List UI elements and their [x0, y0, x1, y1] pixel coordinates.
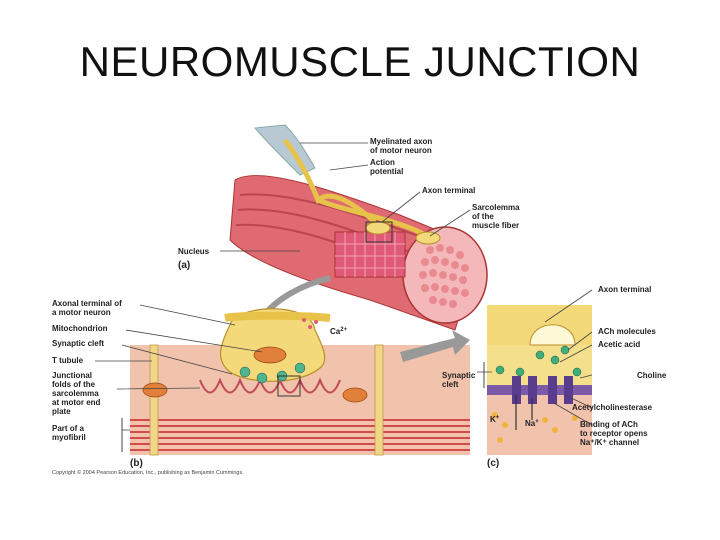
channel-4: [564, 376, 573, 404]
label-junctional-4: at motor end: [52, 398, 101, 407]
label-action: Action: [370, 158, 395, 167]
label-myelinated-axon: Myelinated axon: [370, 137, 433, 146]
label-mitochondrion: Mitochondrion: [52, 324, 108, 333]
mitochondrion-b1: [143, 383, 167, 397]
label-nucleus: Nucleus: [178, 247, 210, 256]
panel-b: [52, 299, 470, 469]
panel-a-label: (a): [178, 260, 191, 271]
axon-terminal-a1: [366, 222, 390, 234]
label-synaptic-1: Synaptic: [442, 371, 476, 380]
label-axon-terminal-a: Axon terminal: [422, 186, 476, 195]
label-of-motor-neuron: of motor neuron: [370, 146, 432, 155]
page-title: NEUROMUSCLE JUNCTION: [79, 38, 641, 85]
label-acetylcholinesterase: Acetylcholinesterase: [572, 403, 653, 412]
mitochondrion-b2: [343, 388, 367, 402]
t-tubule-right: [375, 345, 383, 455]
muscle-membrane-c: [487, 385, 592, 395]
label-acetic-acid: Acetic acid: [598, 340, 641, 349]
label-junctional-5: plate: [52, 407, 71, 416]
t-tubule-left: [150, 345, 158, 455]
label-synaptic-cleft-b: Synaptic cleft: [52, 339, 105, 348]
label-junctional-3: sarcolemma: [52, 389, 99, 398]
label-ach-molecules: ACh molecules: [598, 327, 656, 336]
axon-stem-b: [225, 316, 330, 318]
label-synaptic-2: cleft: [442, 380, 459, 389]
label-binding-2: to receptor opens: [580, 429, 648, 438]
label-axon-terminal-c: Axon terminal: [598, 285, 652, 294]
label-binding-3: Na⁺/K⁺ channel: [580, 438, 640, 447]
label-sarcolemma-3: muscle fiber: [472, 221, 520, 230]
label-k: K+: [490, 415, 500, 424]
panel-c-label: (c): [487, 458, 500, 469]
label-na: Na+: [525, 419, 539, 428]
axon-terminal-a2: [416, 232, 440, 244]
label-t-tubule: T tubule: [52, 356, 84, 365]
label-binding-1: Binding of ACh: [580, 420, 638, 429]
label-potential: potential: [370, 167, 404, 176]
label-ca: $Ca^{2+}$: [330, 327, 348, 336]
channel-3: [548, 376, 557, 404]
label-sarcolemma-2: of the: [472, 212, 494, 221]
label-choline: Choline: [637, 371, 667, 380]
copyright-text: Copyright © 2004 Pearson Education, Inc., publishing as Benjamin Cummings.: [52, 470, 244, 476]
myelin-sheath: [255, 125, 315, 175]
label-part-of-myofibril-1: Part of a: [52, 424, 85, 433]
label-junctional-1: Junctional: [52, 371, 93, 380]
panel-b-label: (b): [130, 458, 143, 469]
label-part-of-myofibril-2: myofibril: [52, 433, 86, 442]
label-junctional-2: folds of the: [52, 380, 96, 389]
mitochondrion-b3: [254, 347, 286, 363]
label-axonal-terminal-2: a motor neuron: [52, 308, 111, 317]
panel-c: [442, 285, 667, 469]
label-sarcolemma-1: Sarcolemma: [472, 203, 520, 212]
label-axonal-terminal-1: Axonal terminal of: [52, 299, 122, 308]
panel-a: [178, 125, 520, 330]
